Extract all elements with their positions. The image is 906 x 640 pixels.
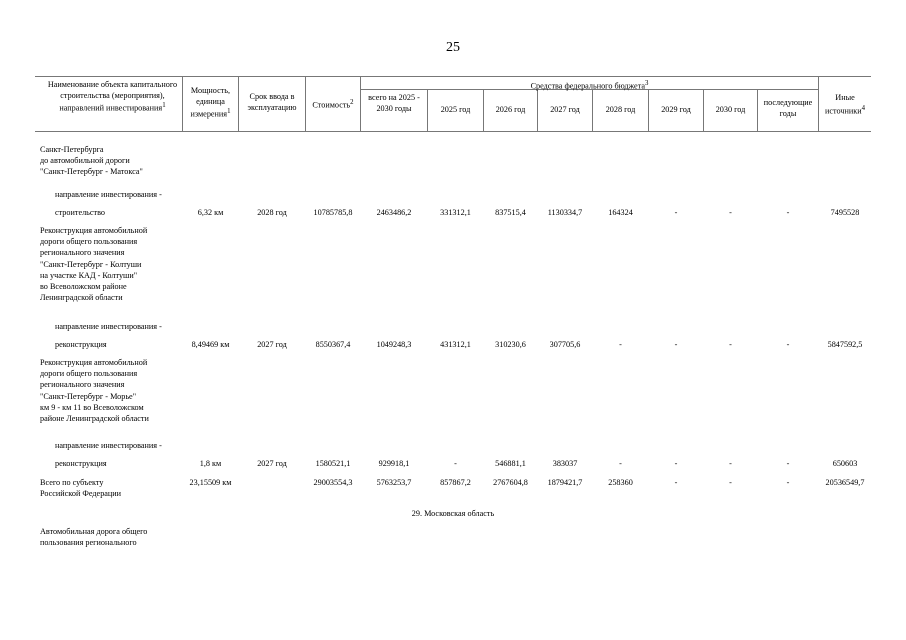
- row-other: 5847592,5: [827, 340, 863, 349]
- row-following: -: [786, 459, 790, 468]
- total-label: Всего по субъекту Российской Федерации: [40, 478, 122, 499]
- header-total-2025-2030: всего на 2025 - 2030 годы: [368, 93, 420, 113]
- row-total: 2463486,2: [376, 208, 412, 217]
- direction-label-3: направление инвестирования -: [55, 441, 162, 450]
- row-capacity: 1,8 км: [199, 459, 222, 468]
- row-2025: 331312,1: [440, 208, 471, 217]
- object-name-3: Реконструкция автомобильной дороги общего пользования регионального значения "Санкт-Петербург - Морье" км 9 - км 11 во Всеволожском районе Ленинградской области: [40, 358, 149, 424]
- row-2025: 431312,1: [440, 340, 471, 349]
- object-name-2: Реконструкция автомобильной дороги общего пользования регионального значения "Санкт-Петербург - Колтуши на участке КАД - Колтуши" во Всеволожском районе Ленинградской области: [40, 226, 148, 303]
- row-2029: -: [674, 340, 678, 349]
- row-label: строительство: [55, 208, 106, 217]
- header-other-sources: Иные источники$^4$: [824, 93, 866, 116]
- row-2030: -: [729, 340, 732, 349]
- row-2027: 307705,6: [549, 340, 581, 349]
- row-2030: -: [729, 459, 732, 468]
- row-capacity: 6,32 км: [197, 208, 224, 217]
- total-2026: 2767604,8: [493, 478, 528, 487]
- row-2026: 837515,4: [495, 208, 526, 217]
- total-following: -: [786, 478, 790, 487]
- row-2028: -: [619, 340, 622, 349]
- row-2026: 310230,6: [495, 340, 526, 349]
- row-label: реконструкция: [55, 340, 107, 349]
- total-cost: 29003554,3: [313, 478, 353, 487]
- row-2026: 546881,1: [495, 459, 526, 468]
- total-capacity: 23,15509 км: [189, 478, 232, 487]
- row-total: 1049248,3: [376, 340, 412, 349]
- header-2026: 2026 год: [495, 105, 526, 114]
- header-name: Наименование объекта капитального строительства (мероприятия), направлений инвестирования$^1$: [47, 80, 178, 113]
- total-2030: -: [729, 478, 732, 487]
- section-heading: 29. Московская область: [411, 509, 495, 518]
- row-capacity: 8,49469 км: [191, 340, 230, 349]
- row-2029: -: [674, 208, 678, 217]
- row-commissioning: 2028 год: [257, 208, 287, 217]
- row-total: 929918,1: [378, 459, 410, 468]
- header-commissioning: Срок ввода в эксплуатацию: [247, 92, 297, 112]
- total-2028: 258360: [608, 478, 633, 487]
- row-cost: 10785785,8: [313, 208, 353, 217]
- row-2027: 1130334,7: [547, 208, 583, 217]
- total-2027: 1879421,7: [547, 478, 583, 487]
- row-other: 7495528: [830, 208, 860, 217]
- object-name-4: Автомобильная дорога общего пользования регионального: [40, 527, 148, 548]
- total-total: 5763253,7: [376, 478, 412, 487]
- object-name-1: Санкт-Петербурга до автомобильной дороги "Санкт-Петербург - Матокса": [40, 145, 143, 177]
- header-2025: 2025 год: [440, 105, 471, 114]
- row-commissioning: 2027 год: [257, 459, 287, 468]
- row-label: реконструкция: [55, 459, 107, 468]
- direction-label-2: направление инвестирования -: [55, 322, 162, 331]
- total-2029: -: [674, 478, 678, 487]
- direction-label-1: направление инвестирования -: [55, 190, 162, 199]
- row-commissioning: 2027 год: [257, 340, 287, 349]
- row-following: -: [786, 208, 790, 217]
- row-2030: -: [729, 208, 732, 217]
- row-following: -: [786, 340, 790, 349]
- total-other: 20536549,7: [825, 478, 865, 487]
- page-number: 25: [446, 40, 460, 55]
- row-2028: -: [619, 459, 622, 468]
- row-cost: 1580521,1: [315, 459, 351, 468]
- row-2025: -: [454, 459, 457, 468]
- row-2028: 164324: [608, 208, 633, 217]
- row-2029: -: [674, 459, 678, 468]
- header-capacity: Мощность, единица измерения$^1$: [190, 86, 231, 119]
- header-2029: 2029 год: [661, 105, 691, 114]
- row-cost: 8550367,4: [315, 340, 351, 349]
- header-following-years: последующие годы: [763, 98, 813, 118]
- header-cost: Стоимость$^2$: [312, 99, 354, 110]
- header-2028: 2028 год: [605, 105, 636, 114]
- header-federal-budget: Средства федерального бюджета$^3$: [530, 80, 649, 91]
- header-2027: 2027 год: [550, 105, 580, 114]
- header-2030: 2030 год: [715, 105, 746, 114]
- total-2025: 857867,2: [440, 478, 471, 487]
- row-other: 650603: [832, 459, 858, 468]
- row-2027: 383037: [552, 459, 578, 468]
